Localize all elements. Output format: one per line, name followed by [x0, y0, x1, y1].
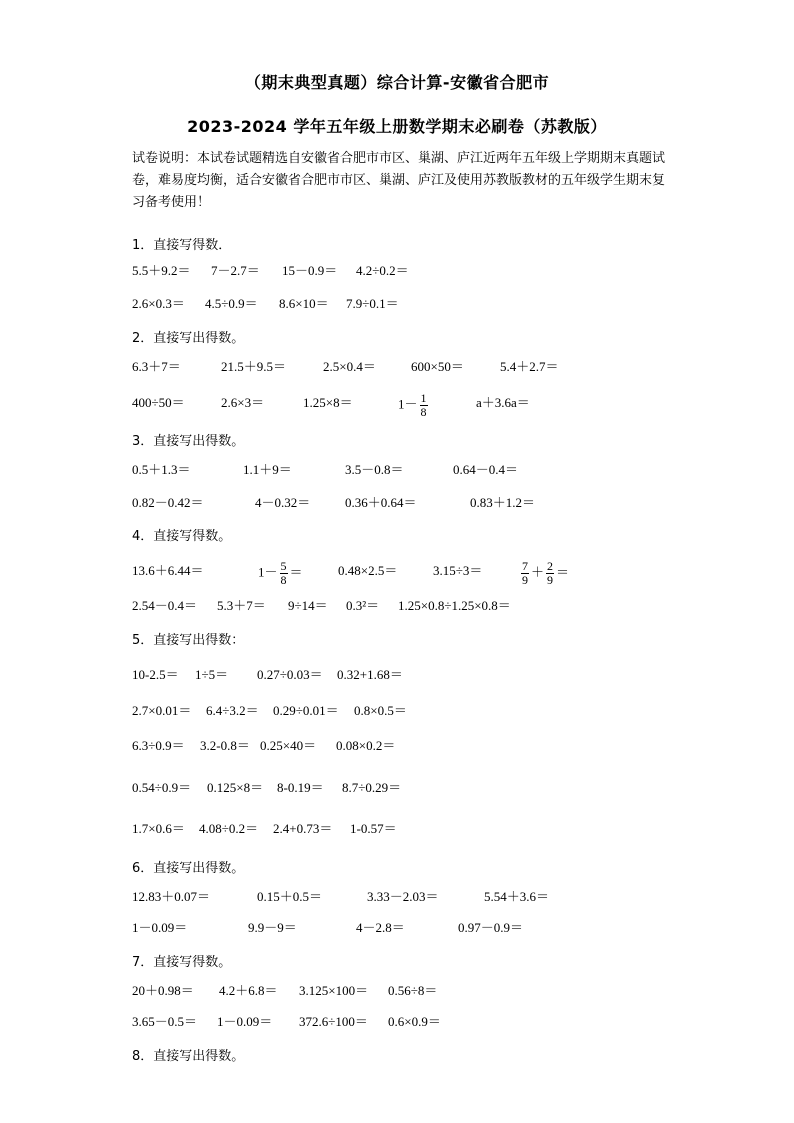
fraction-numerator: 1 [420, 391, 427, 405]
question-7-row-1 [0, 980, 794, 1002]
calc-item: 9÷14＝ [288, 598, 328, 613]
question-5-heading: 5．直接写出得数： [132, 633, 245, 648]
calc-item: 4.08÷0.2＝ [199, 821, 259, 836]
question-8-heading: 8．直接写出得数。 [132, 1049, 245, 1064]
calc-item: 0.97－0.9＝ [458, 920, 524, 935]
calc-item: 20＋0.98＝ [132, 983, 194, 998]
calc-item: 5.5＋9.2＝ [132, 263, 191, 278]
calc-item: 1-0.57＝ [350, 821, 397, 836]
fraction-suffix: ＝ [556, 564, 570, 580]
calc-item: 0.5＋1.3＝ [132, 462, 191, 477]
calc-item: 2.6×3＝ [221, 395, 265, 410]
question-5-row-2 [0, 700, 794, 722]
question-6-row-1 [0, 886, 794, 908]
fraction-denominator: 9 [522, 573, 528, 587]
fraction-denominator: 9 [547, 573, 554, 587]
question-5-row-4 [0, 777, 794, 799]
calc-item: 10-2.5＝ [132, 667, 179, 682]
calc-item: 1－0.09＝ [217, 1014, 273, 1029]
calc-item: 0.48×2.5＝ [338, 563, 398, 578]
calc-item: 0.54÷0.9＝ [132, 780, 192, 795]
question-1-row-1 [0, 260, 794, 282]
calc-item: 5.4＋2.7＝ [500, 359, 559, 374]
fraction [420, 392, 428, 419]
calc-item: 7－2.7＝ [211, 263, 260, 278]
calc-item: 4.2÷0.2＝ [356, 263, 409, 278]
calc-item: 1.7×0.6＝ [132, 821, 185, 836]
question-2-heading: 2．直接写出得数。 [132, 331, 245, 346]
calc-item: 6.3＋7＝ [132, 359, 181, 374]
title-line-2: 2023-2024 学年五年级上册数学期末必刷卷（苏教版） [187, 117, 607, 136]
calc-item: 1÷5＝ [195, 667, 229, 682]
fraction-calc-item [398, 392, 430, 419]
calc-item: 1.25×0.8÷1.25×0.8＝ [398, 598, 511, 613]
fraction-numerator: 2 [547, 559, 554, 573]
calc-item: 0.56÷8＝ [388, 983, 438, 998]
calc-item: 3.2-0.8＝ [200, 738, 250, 753]
question-6-heading: 6．直接写出得数。 [132, 861, 245, 876]
calc-item: 0.3²＝ [346, 598, 380, 613]
fraction-numerator: 5 [280, 559, 287, 573]
calc-item: 0.64－0.4＝ [453, 462, 519, 477]
fraction [546, 560, 554, 587]
calc-item: 4.5÷0.9＝ [205, 296, 258, 311]
title-line-1: （期末典型真题）综合计算-安徽省合肥市 [244, 73, 550, 92]
calc-item: 0.25×40＝ [260, 738, 317, 753]
question-1-row-2 [0, 293, 794, 315]
question-7-row-2 [0, 1011, 794, 1033]
calc-item: 2.5×0.4＝ [323, 359, 376, 374]
calc-item: 1.25×8＝ [303, 395, 353, 410]
calc-item: 0.82－0.42＝ [132, 495, 204, 510]
calc-item: 1.1＋9＝ [243, 462, 292, 477]
exam-instructions: 试卷说明：本试卷试题精选自安徽省合肥市市区、巢湖、庐江近两年五年级上学期期末真题试卷，难易度均衡，适合安徽省合肥市市区、巢湖、庐江及使用苏教版教材的五年级学生期末复习备考使用！ [132, 151, 666, 210]
question-4-heading: 4．直接写得数。 [132, 529, 232, 544]
calc-item: 3.5－0.8＝ [345, 462, 404, 477]
question-5-row-5 [0, 818, 794, 840]
calc-item: 400÷50＝ [132, 395, 185, 410]
calc-item: 9.9－9＝ [248, 920, 297, 935]
calc-item: 8-0.19＝ [277, 780, 324, 795]
question-3-row-1 [0, 459, 794, 481]
calc-item: 8.6×10＝ [279, 296, 329, 311]
fraction [521, 560, 529, 587]
calc-item: 13.6＋6.44＝ [132, 563, 204, 578]
calc-item: 0.36＋0.64＝ [345, 495, 417, 510]
question-3-heading: 3．直接写出得数。 [132, 434, 245, 449]
question-5-row-3 [0, 735, 794, 757]
calc-item: 600×50＝ [411, 359, 464, 374]
calc-item: 2.4+0.73＝ [273, 821, 333, 836]
question-7-heading: 7．直接写得数。 [132, 955, 232, 970]
calc-item: 0.125×8＝ [207, 780, 264, 795]
operator: ＋ [531, 564, 545, 580]
calc-item: 0.32+1.68＝ [337, 667, 403, 682]
fraction-calc-item [519, 560, 569, 587]
calc-item: a＋3.6a＝ [476, 395, 530, 410]
calc-item: 1－0.09＝ [132, 920, 188, 935]
question-5-row-1 [0, 664, 794, 686]
calc-item: 0.15＋0.5＝ [257, 889, 323, 904]
question-6-row-2 [0, 917, 794, 939]
calc-item: 2.7×0.01＝ [132, 703, 192, 718]
question-4-row-2 [0, 595, 794, 617]
fraction-prefix: 1－ [398, 396, 418, 412]
fraction-denominator: 8 [280, 573, 287, 587]
calc-item: 2.54－0.4＝ [132, 598, 198, 613]
calc-item: 5.3＋7＝ [217, 598, 266, 613]
question-3-row-2 [0, 492, 794, 514]
question-1-heading: 1．直接写得数． [132, 238, 232, 253]
calc-item: 0.27÷0.03＝ [257, 667, 323, 682]
calc-item: 3.15÷3＝ [433, 563, 483, 578]
calc-item: 4－0.32＝ [255, 495, 311, 510]
calc-item: 0.29÷0.01＝ [273, 703, 339, 718]
calc-item: 0.83＋1.2＝ [470, 495, 536, 510]
calc-item: 3.65－0.5＝ [132, 1014, 198, 1029]
calc-item: 4－2.8＝ [356, 920, 405, 935]
calc-item: 4.2＋6.8＝ [219, 983, 278, 998]
question-4-row-1 [0, 559, 794, 587]
fraction-suffix: ＝ [289, 564, 303, 580]
question-2-row-2 [0, 391, 794, 419]
calc-item: 3.33－2.03＝ [367, 889, 439, 904]
fraction-denominator: 8 [420, 405, 427, 419]
calc-item: 12.83＋0.07＝ [132, 889, 211, 904]
calc-item: 7.9÷0.1＝ [346, 296, 399, 311]
fraction-numerator: 7 [522, 559, 528, 573]
calc-item: 0.8×0.5＝ [354, 703, 407, 718]
calc-item: 8.7÷0.29＝ [342, 780, 402, 795]
calc-item: 15－0.9＝ [282, 263, 338, 278]
calc-item: 5.54＋3.6＝ [484, 889, 550, 904]
calc-item: 0.08×0.2＝ [336, 738, 396, 753]
question-2-row-1 [0, 356, 794, 378]
fraction [280, 560, 288, 587]
calc-item: 2.6×0.3＝ [132, 296, 185, 311]
calc-item: 372.6÷100＝ [299, 1014, 368, 1029]
calc-item: 6.4÷3.2＝ [206, 703, 259, 718]
calc-item: 0.6×0.9＝ [388, 1014, 441, 1029]
calc-item: 3.125×100＝ [299, 983, 369, 998]
calc-item: 6.3÷0.9＝ [132, 738, 185, 753]
fraction-prefix: 1－ [258, 564, 278, 580]
calc-item: 21.5＋9.5＝ [221, 359, 287, 374]
fraction-calc-item [258, 560, 303, 587]
